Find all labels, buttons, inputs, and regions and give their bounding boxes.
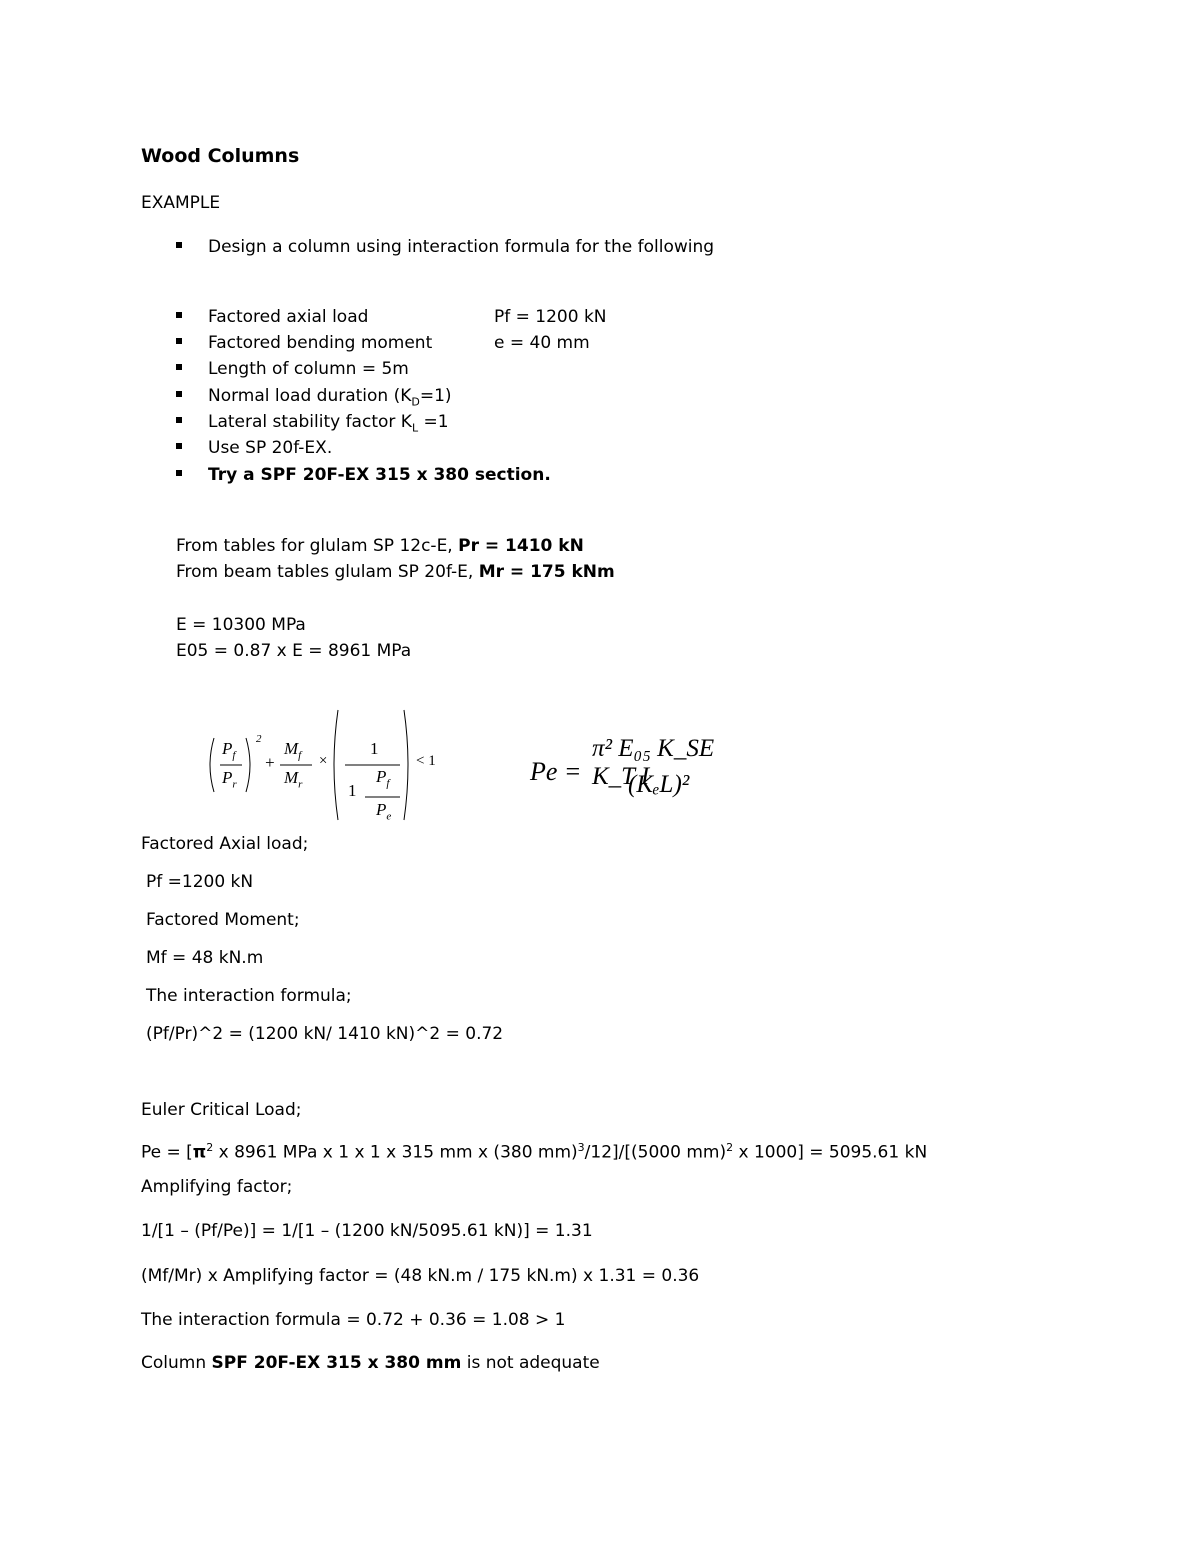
mr-line	[176, 561, 615, 583]
pf-symbol: $P_f$	[222, 739, 236, 762]
pe-symbol: $P_e$	[376, 800, 392, 823]
given-label: Factored axial load	[208, 307, 369, 327]
bullet-icon	[176, 364, 182, 370]
denominator-one: 1	[348, 781, 357, 800]
given-item-grade	[176, 437, 332, 459]
times-sign: ×	[318, 753, 329, 769]
pr-symbol: $P_r$	[222, 768, 237, 791]
given-label-tail: =1	[418, 412, 449, 432]
subscript: D	[411, 395, 420, 409]
exponent: 2	[256, 733, 262, 745]
mr-value: Mr = 175 kNm	[478, 562, 615, 582]
bullet-icon	[176, 443, 182, 449]
page-title: Wood Columns	[141, 145, 300, 167]
numerator-one: 1	[370, 739, 379, 758]
interaction-formula	[200, 705, 450, 825]
modulus-e05: E05 = 0.87 x E = 8961 MPa	[176, 641, 412, 661]
given-item-trial-section	[176, 464, 551, 486]
given-value-axial: Pf = 1200 kN	[494, 307, 607, 327]
given-item-axial	[176, 306, 368, 328]
bullet-icon	[176, 312, 182, 318]
subscript: L	[411, 421, 419, 435]
given-label: Normal load duration (K	[208, 386, 412, 406]
euler-denominator: (KₑL)²	[628, 771, 690, 798]
less-than: < 1	[416, 753, 436, 769]
section-label: EXAMPLE	[141, 193, 221, 213]
euler-lhs: Pe =	[530, 757, 582, 786]
moment-term-calculation: (Mf/Mr) x Amplifying factor = (48 kN.m / 175 kN.m) x 1.31 = 0.36	[141, 1266, 700, 1286]
pr-line	[176, 535, 584, 557]
bullet-icon	[176, 338, 182, 344]
calc-axial-value: Pf =1200 kN	[146, 872, 254, 892]
given-item-stability	[176, 411, 449, 439]
calc-interaction-label: The interaction formula;	[146, 986, 352, 1006]
amp-label: Amplifying factor;	[141, 1177, 293, 1197]
given-label: Lateral stability factor K	[208, 412, 412, 432]
bullet-icon	[176, 391, 182, 397]
calc-axial-ratio: (Pf/Pr)^2 = (1200 kN/ 1410 kN)^2 = 0.72	[146, 1024, 504, 1044]
euler-numerator: π² E₀₅ K_SE K_T I	[592, 735, 715, 790]
given-item-length	[176, 358, 409, 380]
mf-symbol: $M_f$	[284, 739, 302, 762]
amp-calculation: 1/[1 – (Pf/Pe)] = 1/[1 – (1200 kN/5095.61 kN)] = 1.31	[141, 1221, 593, 1241]
list-item	[176, 236, 714, 258]
calc-moment-label: Factored Moment;	[146, 910, 300, 930]
conclusion: Column SPF 20F-EX 315 x 380 mm is not adequate	[141, 1353, 600, 1373]
bullet-icon	[176, 470, 182, 476]
bullet-icon	[176, 242, 182, 248]
given-item-moment	[176, 332, 432, 354]
given-label: Try a SPF 20F-EX 315 x 380 section.	[208, 465, 551, 485]
given-label: Length of column = 5m	[208, 359, 409, 379]
euler-label: Euler Critical Load;	[141, 1100, 302, 1120]
given-label-tail: =1)	[419, 386, 452, 406]
pr-value: Pr = 1410 kN	[458, 536, 584, 556]
modulus-e: E = 10300 MPa	[176, 615, 306, 635]
given-label: Factored bending moment	[208, 333, 433, 353]
calc-axial-label: Factored Axial load;	[141, 834, 309, 854]
mr-text: From beam tables glulam SP 20f-E,	[176, 562, 479, 582]
given-value-eccentricity: e = 40 mm	[494, 333, 590, 353]
interaction-result: The interaction formula = 0.72 + 0.36 = 1.08 > 1	[141, 1310, 566, 1330]
given-label: Use SP 20f-EX.	[208, 438, 333, 458]
pr-text: From tables for glulam SP 12c-E,	[176, 536, 459, 556]
mr-symbol: $M_r$	[284, 768, 303, 791]
euler-formula	[528, 735, 758, 815]
pf-inner-symbol: $P_f$	[376, 767, 390, 790]
plus-sign: +	[264, 753, 276, 772]
given-item-duration	[176, 385, 452, 413]
calc-moment-value: Mf = 48 kN.m	[146, 948, 264, 968]
bullet-icon	[176, 417, 182, 423]
pe-calculation: $Pe = [\pi^2$ x 8961 MPa x 1 x 1 x 315 mm x (380 mm)$^3$/12]/[(5000 mm)$^2$ x 1000] = 5095.61 kN	[141, 1141, 928, 1163]
list-item-text: Design a column using interaction formula for the following	[208, 237, 715, 257]
